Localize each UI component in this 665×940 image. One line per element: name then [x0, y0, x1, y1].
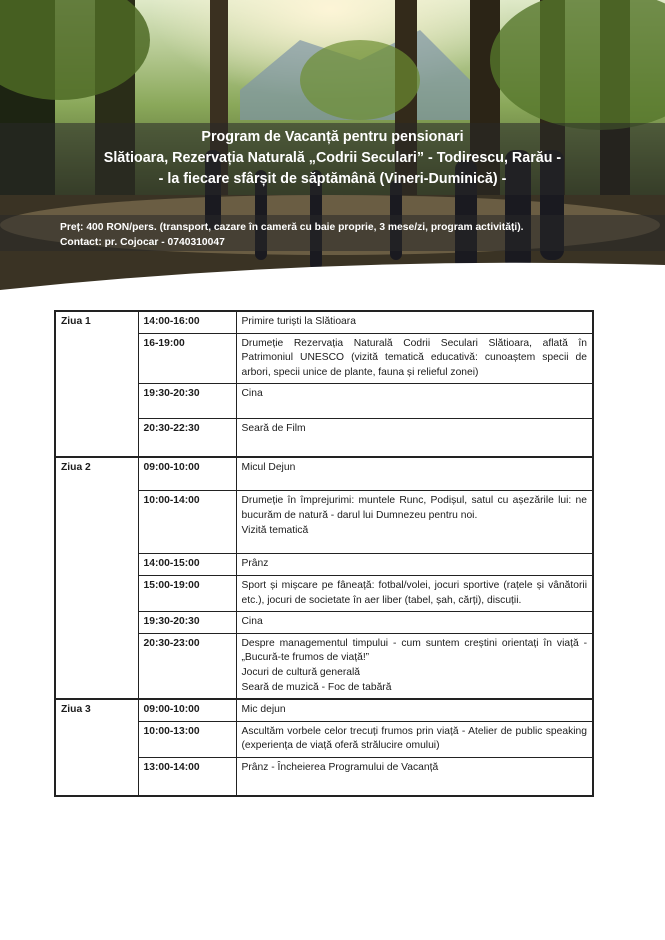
time-cell: 14:00-16:00	[138, 311, 236, 333]
title-line-3: - la fiecare sfârșit de săptămână (Vineri-Duminică) -	[158, 171, 507, 187]
time-cell: 19:30-20:30	[138, 612, 236, 634]
header-photo	[0, 0, 665, 300]
activity-cell: Cina	[236, 612, 593, 634]
activity-cell: Sport și mișcare pe fâneață: fotbal/volei, jocuri sportive (rațele și vânătorii etc.), jocuri de societate în aer liber (tabel, șah, cărți), discuții.	[236, 575, 593, 611]
title-line-1: Program de Vacanță pentru pensionari	[201, 129, 464, 145]
activity-cell: Drumeție Rezervația Naturală Codrii Seculari Slătioara, aflată în Patrimoniul UNESCO (vizită tematică educativă: cunoaștem specii de arbori, specii unice de plante, fauna și relieful zonei)	[236, 333, 593, 384]
title-line-2: Slătioara, Rezervația Naturală „Codrii Seculari” - Todirescu, Rarău -	[103, 150, 562, 166]
activity-line: Despre managementul timpului - cum suntem creștini orientați în viață - „Bucură-te frumos de viață!”	[241, 637, 587, 664]
time-cell: 10:00-14:00	[138, 491, 236, 554]
time-cell: 13:00-14:00	[138, 757, 236, 796]
activity-cell: Cina	[236, 384, 593, 419]
table-row	[55, 311, 593, 333]
price-line: Preț: 400 RON/pers. (transport, cazare în cameră cu baie proprie, 3 mese/zi, program activități).	[60, 222, 524, 233]
time-cell: 16-19:00	[138, 333, 236, 384]
activity-cell	[236, 633, 593, 699]
activity-line: Vizită tematică	[241, 524, 309, 536]
table-row	[55, 457, 593, 491]
price-contact-info	[60, 220, 524, 250]
activity-cell: Mic dejun	[236, 699, 593, 721]
time-cell: 10:00-13:00	[138, 721, 236, 757]
time-cell: 20:30-23:00	[138, 633, 236, 699]
day-label: Ziua 3	[55, 699, 138, 796]
activity-cell: Prânz	[236, 554, 593, 576]
time-cell: 14:00-15:00	[138, 554, 236, 576]
activity-line: Drumeție în împrejurimi: muntele Runc, Podișul, satul cu așezările lui: ne bucurăm de natură - darul lui Dumnezeu pentru noi.	[241, 495, 587, 521]
page-title	[0, 127, 665, 190]
contact-line: Contact: pr. Cojocar - 0740310047	[60, 237, 225, 248]
table-row	[55, 699, 593, 721]
time-cell: 19:30-20:30	[138, 384, 236, 419]
activity-line: Seară de muzică - Foc de tabără	[241, 681, 392, 693]
activity-cell: Prânz - Încheierea Programului de Vacanță	[236, 757, 593, 796]
time-cell: 09:00-10:00	[138, 699, 236, 721]
time-cell: 15:00-19:00	[138, 575, 236, 611]
time-cell: 20:30-22:30	[138, 419, 236, 458]
activity-cell: Micul Dejun	[236, 457, 593, 491]
activity-line: Jocuri de cultură generală	[241, 666, 360, 678]
time-cell: 09:00-10:00	[138, 457, 236, 491]
activity-cell	[236, 491, 593, 554]
day-label: Ziua 2	[55, 457, 138, 699]
schedule-table	[54, 310, 594, 797]
activity-cell: Primire turiști la Slătioara	[236, 311, 593, 333]
activity-cell: Ascultăm vorbele celor trecuți frumos prin viață - Atelier de public speaking (experiența de viață oferă strălucire omului)	[236, 721, 593, 757]
day-label: Ziua 1	[55, 311, 138, 457]
activity-cell: Seară de Film	[236, 419, 593, 458]
